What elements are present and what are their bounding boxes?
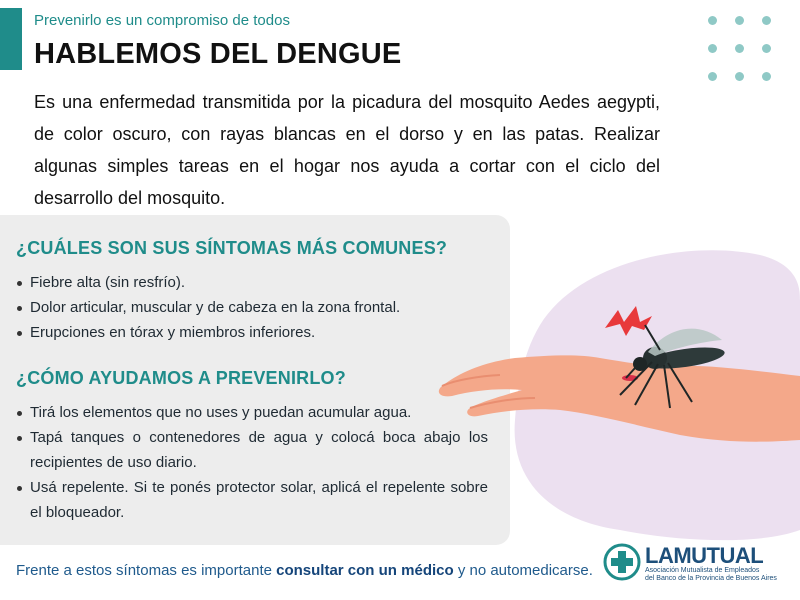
list-item: Fiebre alta (sin resfrío).	[16, 270, 488, 295]
dot	[762, 44, 771, 53]
list-item: Tirá los elementos que no uses y puedan acumular agua.	[16, 400, 488, 425]
logo-subtitle-2: del Banco de la Provincia de Buenos Aires	[645, 575, 777, 582]
symptoms-heading: ¿CUÁLES SON SUS SÍNTOMAS MÁS COMUNES?	[16, 238, 448, 258]
cross-icon	[603, 543, 641, 581]
prevention-heading: ¿CÓMO AYUDAMOS A PREVENIRLO?	[16, 368, 346, 388]
dot	[762, 72, 771, 81]
intro-paragraph: Es una enfermedad transmitida por la picadura del mosquito Aedes aegypti, de color oscuro, con rayas blancas en el dorso y en las patas. Realizar algunas simples tareas en el hogar nos ayuda a cortar con el ciclo del desarrollo del mosquito.	[34, 92, 660, 208]
dot	[708, 44, 717, 53]
footer-emphasis: consultar con un médico	[276, 562, 454, 579]
dot	[762, 16, 771, 25]
dot	[735, 16, 744, 25]
list-item: Usá repelente. Si te ponés protector solar, aplicá el repelente sobre el bloqueador.	[16, 475, 488, 525]
tagline: Prevenirlo es un compromiso de todos	[34, 12, 290, 29]
decorative-dots	[708, 16, 772, 80]
dot	[735, 44, 744, 53]
footer-text-before: Frente a estos síntomas es importante	[16, 562, 277, 579]
prevention-list	[16, 400, 488, 525]
footer-text-after: y no automedicarse.	[453, 562, 593, 579]
footer-note	[16, 562, 593, 579]
mosquito-bite-illustration	[430, 230, 800, 545]
logo-brand-text: LAMUTUAL	[645, 543, 764, 568]
dot	[708, 16, 717, 25]
list-item: Tapá tanques o contenedores de agua y colocá boca abajo los recipientes de uso diario.	[16, 425, 488, 475]
dot	[735, 72, 744, 81]
logo-subtitle-1: Asociación Mutualista de Empleados	[645, 567, 760, 574]
symptoms-list	[16, 270, 488, 345]
dot	[708, 72, 717, 81]
page-title: HABLEMOS DEL DENGUE	[34, 38, 402, 70]
accent-bar	[0, 8, 22, 70]
list-item: Erupciones en tórax y miembros inferiores.	[16, 320, 488, 345]
list-item: Dolor articular, muscular y de cabeza en la zona frontal.	[16, 295, 488, 320]
lamutual-logo	[603, 543, 793, 585]
